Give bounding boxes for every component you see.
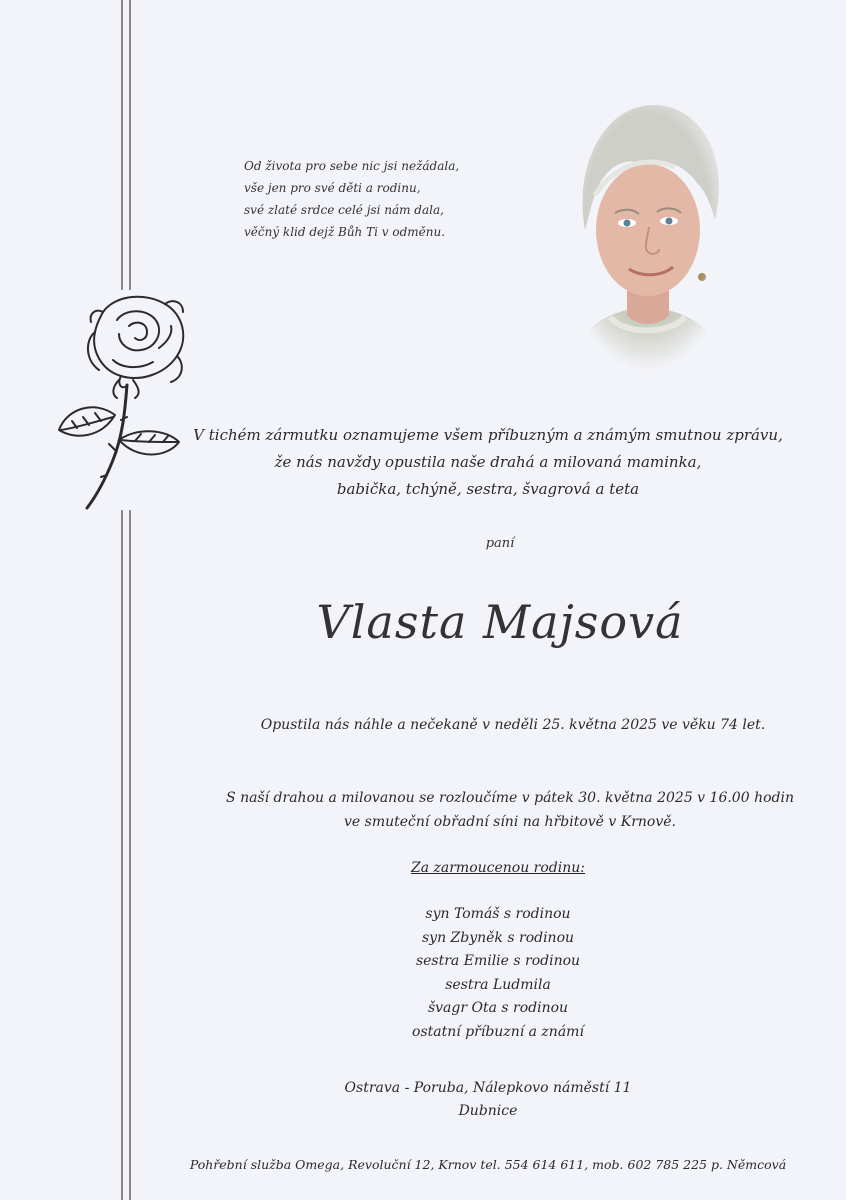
family-heading: Za zarmoucenou rodinu: [410, 860, 585, 876]
address-line: Ostrava - Poruba, Nálepkovo náměstí 11 [344, 1080, 632, 1096]
mourner: syn Zbyněk s rodinou [421, 929, 575, 946]
funeral-info [130, 786, 846, 834]
mourners-list [130, 903, 846, 1044]
mourner: sestra Emilie s rodinou [415, 953, 581, 969]
title-word: paní [485, 536, 515, 551]
funeral-line: ve smuteční obřadní síni na hřbitově v Krnově. [343, 814, 677, 830]
mourner: švagr Ota s rodinou [427, 1000, 569, 1016]
poem-line: vše jen pro své děti a rodinu, [244, 181, 421, 195]
poem [244, 155, 544, 243]
announcement-line: babička, tchýně, sestra, švagrová a teta [336, 480, 640, 498]
poem-line: své zlaté srdce celé jsi nám dala, [244, 203, 444, 217]
mourner: ostatní příbuzní a známí [412, 1023, 584, 1040]
poem-line: Od života pro sebe nic jsi nežádala, [244, 159, 460, 173]
address [130, 1077, 846, 1123]
address-line: Dubnice [458, 1103, 518, 1119]
funeral-service-footer: Pohřební služba Omega, Revoluční 12, Krnov tel. 554 614 611, mob. 602 785 225 p. Němcová [189, 1157, 787, 1172]
death-notice: Opustila nás náhle a nečekaně v neděli 25. května 2025 ve věku 74 let. [260, 717, 766, 733]
mourner: syn Tomáš s rodinou [425, 906, 571, 922]
portrait-photo [565, 95, 730, 370]
announcement-line: že nás navždy opustila naše drahá a milovaná maminka, [274, 453, 702, 471]
funeral-line: S naší drahou a milovanou se rozloučíme v pátek 30. května 2025 v 16.00 hodin [226, 790, 794, 806]
border-rule-left [121, 0, 123, 1200]
mourner: sestra Ludmila [445, 976, 551, 993]
announcement-line: V tichém zármutku oznamujeme všem příbuzným a známým smutnou zprávu, [193, 426, 783, 444]
poem-line: věčný klid dejž Bůh Ti v odměnu. [244, 225, 446, 239]
deceased-name: Vlasta Majsová [316, 595, 684, 649]
announcement [130, 422, 846, 503]
